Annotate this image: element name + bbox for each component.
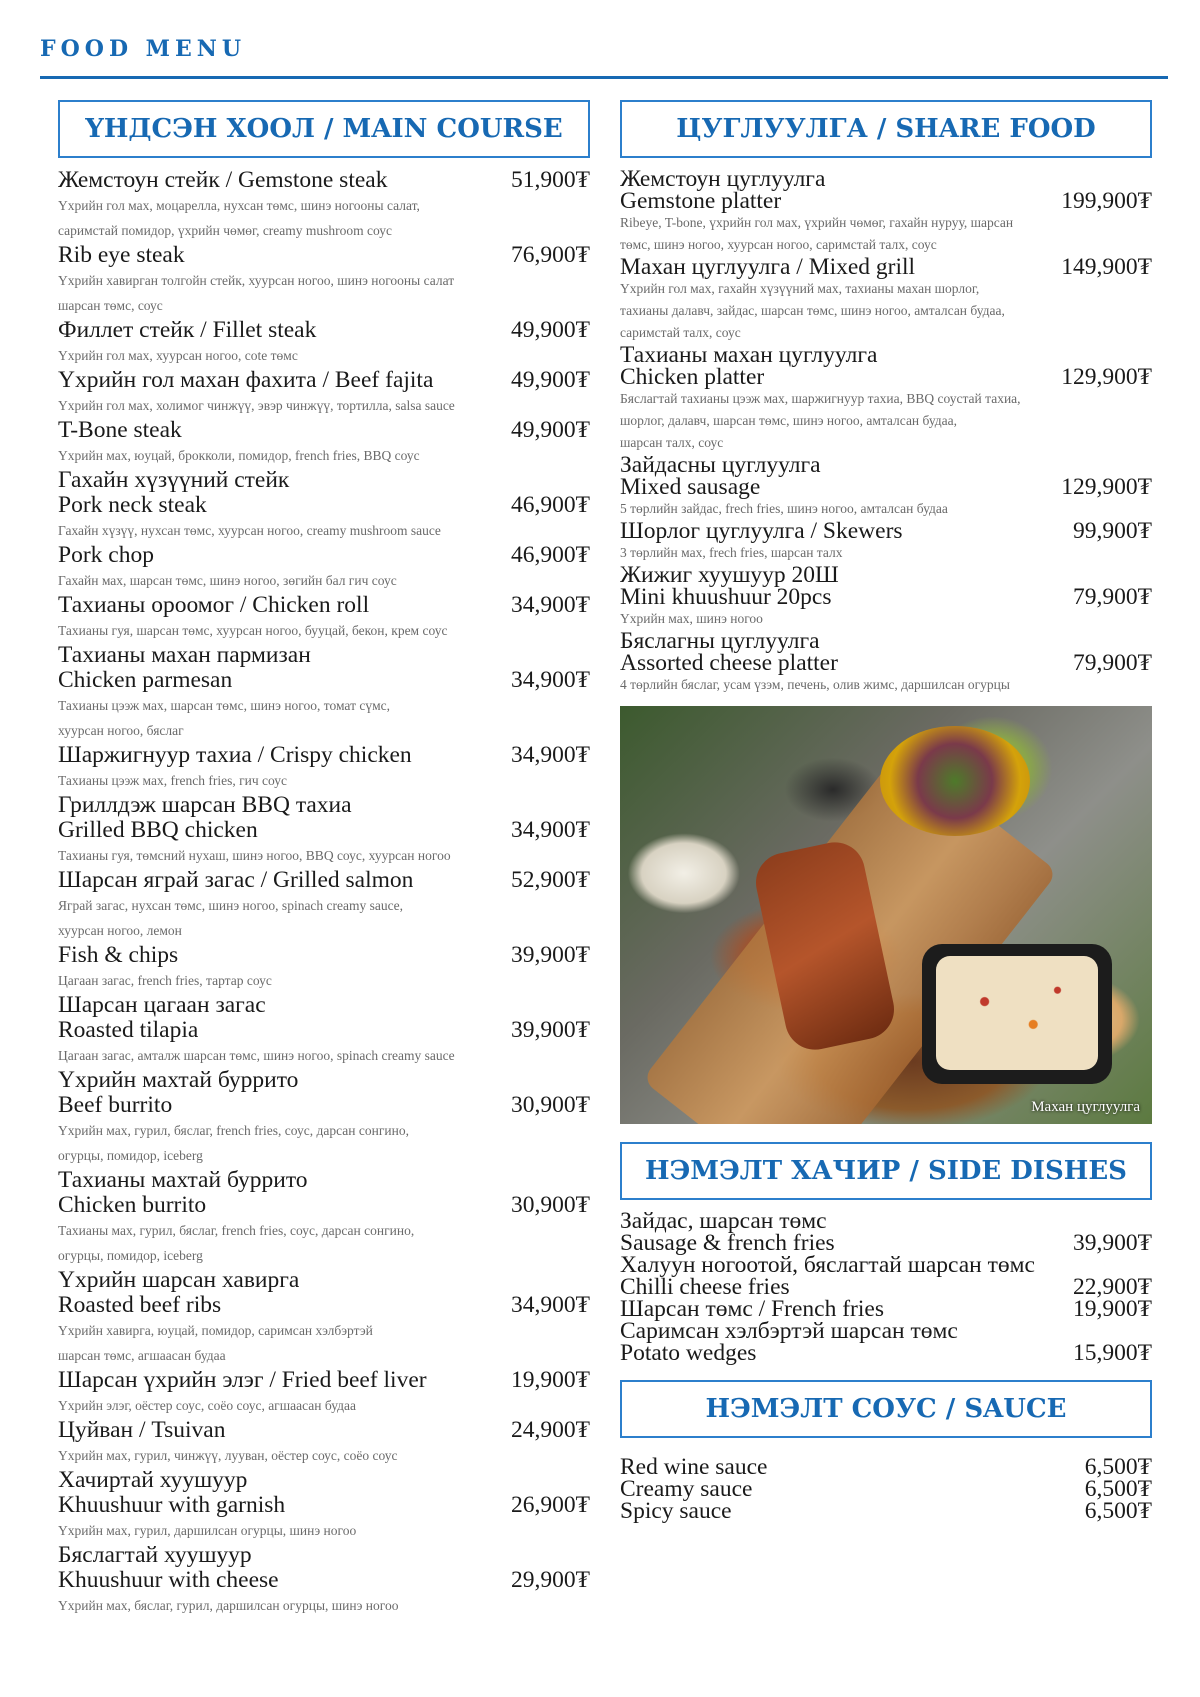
main-course-column (58, 100, 590, 1618)
item-price: 22,900₮ (1073, 1274, 1152, 1300)
item-description: Гахайн мах, шарсан төмс, шинэ ногоо, зөгийн бал гич соус (58, 573, 397, 588)
item-row (58, 543, 590, 568)
share-food-list (620, 168, 1152, 696)
page-header (40, 36, 1168, 62)
item-row (58, 418, 590, 443)
item-price: 30,900₮ (511, 1092, 590, 1118)
item-description: Үхрийн мах, бяслаг, гурил, даршилсан огурцы, шинэ ногоо (58, 1598, 399, 1613)
item-price: 39,900₮ (1073, 1230, 1152, 1256)
item-name: Chicken platter (620, 364, 765, 390)
item-price: 99,900₮ (1073, 518, 1152, 544)
item-price: 34,900₮ (511, 592, 590, 618)
item-name: Fish & chips (58, 942, 179, 968)
menu-item (58, 543, 590, 593)
item-price: 34,900₮ (511, 742, 590, 768)
item-row (620, 1276, 1152, 1298)
menu-item (620, 1500, 1152, 1522)
item-price: 39,900₮ (511, 1017, 590, 1043)
item-row (58, 1193, 590, 1218)
item-name: Roasted beef ribs (58, 1292, 222, 1318)
item-price: 49,900₮ (511, 367, 590, 393)
item-name-native: Тахианы махан цуглуулга (620, 342, 878, 368)
item-row (58, 1293, 590, 1318)
main-course-list (58, 168, 590, 1618)
item-price: 34,900₮ (511, 667, 590, 693)
menu-item (58, 1543, 590, 1618)
item-row (58, 593, 590, 618)
item-name: Pork chop (58, 542, 154, 568)
item-row (620, 586, 1152, 608)
item-price: 6,500₮ (1084, 1476, 1152, 1502)
item-description: Тахианы гуя, төмсний нухаш, шинэ ногоо, BBQ соус, хуурсан ногоо (58, 848, 451, 863)
item-name-native: Шарсан цагаан загас (58, 992, 266, 1018)
item-price: 199,900₮ (1061, 188, 1152, 214)
item-name-native: Жемстоун цуглуулга (620, 166, 826, 192)
item-row (58, 318, 590, 343)
item-name: Шарсан ягрaй загас / Grilled salmon (58, 867, 414, 893)
item-description: 3 төрлийн мах, frech fries, шарсан талх (620, 545, 843, 560)
item-name: Rib eye steak (58, 242, 185, 268)
main-course-title: ҮНДСЭН ХООЛ / MAIN COURSE (58, 100, 590, 158)
item-row (58, 868, 590, 893)
menu-item (620, 520, 1152, 564)
item-price: 19,900₮ (1073, 1296, 1152, 1322)
item-description: Үхрийн хавирга, юуцай, помидор, саримсан хэлбэртэй (58, 1323, 373, 1338)
item-name-native: Хачиртай хуушуур (58, 1467, 248, 1493)
item-description: Үхрийн гол мах, хуурсан ногоо, cote төмс (58, 348, 298, 363)
item-name: Khuushuur with garnish (58, 1492, 286, 1518)
item-description: Үхрийн мах, гурил, чинжүү, лууван, оёстер соус, соёо соус (58, 1448, 398, 1463)
item-description: Үхрийн мах, юуцай, брокколи, помидор, french fries, BBQ соус (58, 448, 420, 463)
item-row (58, 943, 590, 968)
sauce-list (620, 1456, 1152, 1522)
item-name: Филлет стейк / Fillet steak (58, 317, 317, 343)
menu-item (58, 1068, 590, 1168)
menu-item (620, 1254, 1152, 1298)
item-name: Шарсан төмс / French fries (620, 1296, 884, 1322)
menu-item (58, 1418, 590, 1468)
item-name: Цуйван / Tsuivan (58, 1417, 226, 1443)
item-description: Тахианы мах, гурил, бяслаг, french fries, соус, дарсан сонгино, (58, 1223, 415, 1238)
photo-caption: Махан цуглуулга (1031, 1099, 1140, 1115)
menu-item (58, 1268, 590, 1368)
item-description: саримстай талх, соус (620, 325, 741, 340)
item-name: Шарсан үхрийн элэг / Fried beef liver (58, 1367, 427, 1393)
item-price: 49,900₮ (511, 417, 590, 443)
item-name: Mixed sausage (620, 474, 761, 500)
item-description: хуурсан ногоо, лемон (58, 923, 182, 938)
menu-item (58, 418, 590, 468)
item-description: шорлог, далавч, шарсан төмс, шинэ ногоо, амталсан будаа, (620, 413, 958, 428)
menu-item (58, 993, 590, 1068)
mixed-grill-photo (620, 706, 1152, 1124)
item-name-native: Бяслагны цуглуулга (620, 628, 820, 654)
item-name-native: Бяслагтай хуушуур (58, 1542, 252, 1568)
item-price: 49,900₮ (511, 317, 590, 343)
item-name: Mini khuushuur 20pcs (620, 584, 832, 610)
item-price: 79,900₮ (1073, 584, 1152, 610)
item-row (58, 1493, 590, 1518)
item-row (620, 476, 1152, 498)
item-row (58, 1418, 590, 1443)
item-price: 15,900₮ (1073, 1340, 1152, 1366)
menu-item (58, 1368, 590, 1418)
menu-item (620, 1456, 1152, 1478)
item-description: Үхрийн гол мах, моцарелла, нухсан төмс, шинэ ногооны салат, (58, 198, 420, 213)
item-price: 129,900₮ (1061, 364, 1152, 390)
item-row (58, 1368, 590, 1393)
item-price: 39,900₮ (511, 942, 590, 968)
item-row (620, 1456, 1152, 1478)
item-price: 26,900₮ (511, 1492, 590, 1518)
item-row (620, 1478, 1152, 1500)
item-description: Гахайн хүзүү, нухсан төмс, хуурсан ногоо, creamy mushroom sauce (58, 523, 441, 538)
menu-item (58, 868, 590, 943)
sauce-title: НЭМЭЛТ СОУС / SAUCE (620, 1380, 1152, 1438)
menu-item (58, 793, 590, 868)
item-price: 34,900₮ (511, 817, 590, 843)
menu-item (620, 1298, 1152, 1320)
item-price: 46,900₮ (511, 492, 590, 518)
item-row (620, 366, 1152, 388)
item-name-native: Зайдасны цуглуулга (620, 452, 821, 478)
menu-item (58, 643, 590, 743)
menu-item (58, 593, 590, 643)
item-description: Үхрийн гол мах, гахайн хүзүүний мах, тахианы махан шорлог, (620, 281, 980, 296)
item-row (620, 190, 1152, 212)
item-row (58, 168, 590, 193)
page-title: FOOD MENU (40, 36, 247, 62)
menu-item (58, 368, 590, 418)
header-divider (40, 76, 1168, 79)
item-price: 46,900₮ (511, 542, 590, 568)
item-price: 19,900₮ (511, 1367, 590, 1393)
item-name-native: Тахианы махан пармизан (58, 642, 311, 668)
item-name: Spicy sauce (620, 1498, 732, 1524)
menu-item (58, 318, 590, 368)
menu-item (620, 1210, 1152, 1254)
menu-item (58, 468, 590, 543)
item-description: шарсан талх, соус (620, 435, 724, 450)
menu-item (620, 564, 1152, 630)
item-row (58, 1093, 590, 1118)
item-name-native: Саримсан хэлбэртэй шарсан төмс (620, 1318, 958, 1344)
menu-item (58, 743, 590, 793)
item-description: Тахианы цээж мах, french fries, гич соус (58, 773, 287, 788)
item-description: Үхрийн гол мах, холимог чинжүү, эвэр чинжүү, тортилла, salsa sauce (58, 398, 455, 413)
item-price: 34,900₮ (511, 1292, 590, 1318)
item-name: Шорлог цуглуулга / Skewers (620, 518, 903, 544)
item-row (620, 256, 1152, 278)
item-row (620, 1500, 1152, 1522)
item-name: Chicken burrito (58, 1192, 207, 1218)
menu-item (620, 168, 1152, 256)
item-price: 30,900₮ (511, 1192, 590, 1218)
menu-item (620, 1478, 1152, 1500)
item-row (58, 1018, 590, 1043)
item-name: Шаржигнуур тахиа / Crispy chicken (58, 742, 412, 768)
item-row (58, 668, 590, 693)
item-name: Potato wedges (620, 1340, 757, 1366)
item-row (620, 1232, 1152, 1254)
item-description: Тахианы гуя, шарсан төмс, хуурсан ногоо, бууцай, бекон, крем соус (58, 623, 448, 638)
item-description: хуурсан ногоо, бяслаг (58, 723, 184, 738)
item-price: 6,500₮ (1084, 1454, 1152, 1480)
menu-item (58, 168, 590, 243)
item-name-native: Үхрийн махтай буррито (58, 1067, 299, 1093)
photo-salad (880, 726, 1030, 836)
item-name: Grilled BBQ chicken (58, 817, 258, 843)
menu-item (620, 1320, 1152, 1364)
menu-item (58, 1468, 590, 1543)
item-name-native: Халуун ногоотой, бяслагтай шарсан төмс (620, 1252, 1035, 1278)
item-row (620, 1298, 1152, 1320)
menu-item (620, 454, 1152, 520)
item-name: Gemstone platter (620, 188, 782, 214)
item-description: Үхрийн мах, гурил, бяслаг, french fries, соус, дарсан сонгино, (58, 1123, 409, 1138)
item-price: 51,900₮ (511, 167, 590, 193)
item-row (58, 1568, 590, 1593)
side-dishes-list (620, 1210, 1152, 1364)
right-column (620, 100, 1152, 1522)
item-description: Цагаан загас, амталж шарсан төмс, шинэ ногоо, spinach creamy sauce (58, 1048, 455, 1063)
menu-item (58, 1168, 590, 1268)
item-row (58, 818, 590, 843)
item-name: Red wine sauce (620, 1454, 768, 1480)
item-description: Үхрийн мах, шинэ ногоо (620, 611, 763, 626)
item-description: тахианы далавч, зайдас, шарсан төмс, шинэ ногоо, амталсан будаа, (620, 303, 1005, 318)
side-dishes-title: НЭМЭЛТ ХАЧИР / SIDE DISHES (620, 1142, 1152, 1200)
item-price: 29,900₮ (511, 1567, 590, 1593)
item-price: 129,900₮ (1061, 474, 1152, 500)
item-name: Sausage & french fries (620, 1230, 835, 1256)
item-row (58, 368, 590, 393)
item-name: Chicken parmesan (58, 667, 233, 693)
item-name: Үхрийн гол махан фахита / Beef fajita (58, 367, 434, 393)
item-description: Үхрийн хавирган толгойн стейк, хуурсан ногоо, шинэ ногооны салат (58, 273, 455, 288)
item-price: 76,900₮ (511, 242, 590, 268)
item-description: шарсан төмс, агшаасан будаа (58, 1348, 226, 1363)
item-description: 5 төрлийн зайдас, frech fries, шинэ ногоо, амталсан будаа (620, 501, 948, 516)
item-description: Тахианы цээж мах, шарсан төмс, шинэ ногоо, томат сүмс, (58, 698, 390, 713)
item-price: 79,900₮ (1073, 650, 1152, 676)
menu-item (620, 256, 1152, 344)
item-name-native: Жижиг хуушуур 20Ш (620, 562, 839, 588)
item-row (58, 493, 590, 518)
menu-item (58, 943, 590, 993)
item-name: Assorted cheese platter (620, 650, 838, 676)
item-name-native: Тахианы махтай буррито (58, 1167, 308, 1193)
menu-item (620, 630, 1152, 696)
item-name: Жемстоун стейк / Gemstone steak (58, 167, 388, 193)
share-food-title: ЦУГЛУУЛГА / SHARE FOOD (620, 100, 1152, 158)
item-price: 24,900₮ (511, 1417, 590, 1443)
menu-item (620, 344, 1152, 454)
item-name: Pork neck steak (58, 492, 207, 518)
item-row (620, 520, 1152, 542)
item-name: Khuushuur with cheese (58, 1567, 279, 1593)
item-description: 4 төрлийн бяслаг, усам үзэм, печень, олив жимс, даршилсан огурцы (620, 677, 1010, 692)
item-name: Beef burrito (58, 1092, 173, 1118)
item-row (58, 243, 590, 268)
item-description: Үхрийн мах, гурил, даршилсан огурцы, шинэ ногоо (58, 1523, 357, 1538)
item-description: Ribeye, T-bone, үхрийн гол мах, үхрийн чөмөг, гахайн нуруу, шарсан (620, 215, 1014, 230)
item-price: 52,900₮ (511, 867, 590, 893)
item-name: Roasted tilapia (58, 1017, 199, 1043)
item-price: 149,900₮ (1061, 254, 1152, 280)
item-description: огурцы, помидор, iceberg (58, 1248, 203, 1263)
photo-rice-bowl (922, 944, 1112, 1084)
item-description: Ягрaй загас, нухсан төмс, шинэ ногоо, spinach creamy sauce, (58, 898, 404, 913)
item-description: огурцы, помидор, iceberg (58, 1148, 203, 1163)
item-price: 6,500₮ (1084, 1498, 1152, 1524)
item-name: Creamy sauce (620, 1476, 753, 1502)
item-name: T-Bone steak (58, 417, 182, 443)
item-name-native: Гриллдэж шарсан BBQ тахиа (58, 792, 352, 818)
item-description: Цагаан загас, french fries, тартар соус (58, 973, 272, 988)
item-description: Бяслагтай тахианы цээж мах, шаржигнуур тахиа, BBQ соустай тахиа, (620, 391, 1021, 406)
item-row (620, 652, 1152, 674)
item-name: Махан цуглуулга / Mixed grill (620, 254, 916, 280)
item-row (620, 1342, 1152, 1364)
item-description: шарсан төмс, соус (58, 298, 163, 313)
item-name-native: Гахайн хүзүүний стейк (58, 467, 290, 493)
item-name: Тахианы ороомог / Chicken roll (58, 592, 370, 618)
menu-item (58, 243, 590, 318)
item-name-native: Зайдас, шарсан төмс (620, 1208, 827, 1234)
item-description: саримстай помидор, үхрийн чөмөг, creamy mushroom соус (58, 223, 393, 238)
item-row (58, 743, 590, 768)
item-name-native: Үхрийн шарсан хавирга (58, 1267, 300, 1293)
item-name: Chilli cheese fries (620, 1274, 790, 1300)
item-description: Үхрийн элэг, оёстер соус, соёо соус, агшаасан будаа (58, 1398, 356, 1413)
item-description: төмс, шинэ ногоо, хуурсан ногоо, саримстай талх, соус (620, 237, 937, 252)
